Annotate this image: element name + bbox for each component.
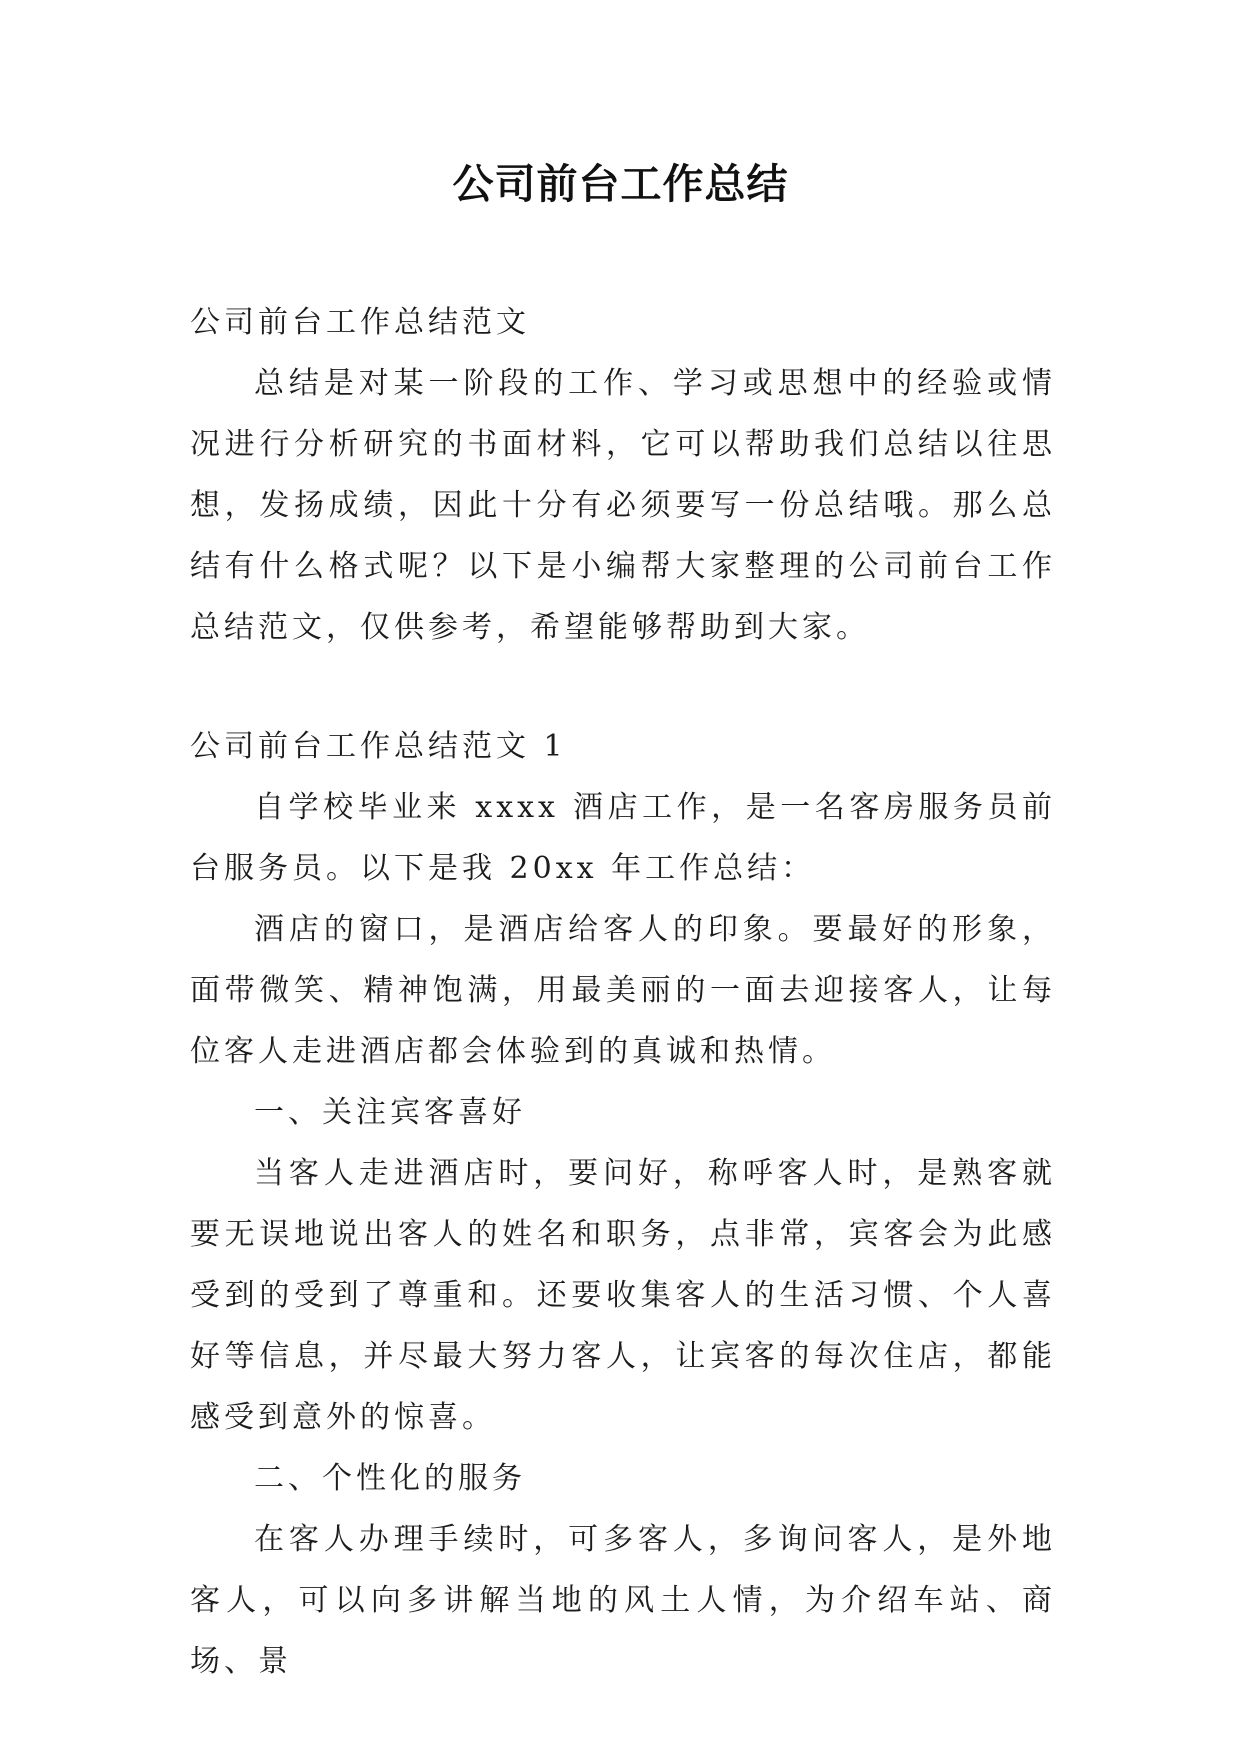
subsection-heading: 二、个性化的服务 [254,1461,526,1496]
body-paragraph: 当客人走进酒店时，要问好，称呼客人时，是熟客就要无误地说出客人的姓名和职务，点非常，宾客会为此感受到的受到了尊重和。还要收集客人的生活习惯、个人喜好等信息，并尽最大努力客人，让宾客的每次住店，都能感受到意外的惊喜。 [190,1156,1056,1435]
body-paragraph: 自学校毕业来 xxxx 酒店工作，是一名客房服务员前台服务员。以下是我 20xx 年工作总结： [190,790,1056,886]
body-paragraph: 在客人办理手续时，可多客人，多询问客人，是外地客人，可以向多讲解当地的风土人情，为介绍车站、商场、景 [190,1522,1056,1679]
intro-paragraph: 总结是对某一阶段的工作、学习或思想中的经验或情况进行分析研究的书面材料，它可以帮助我们总结以往思想，发扬成绩，因此十分有必须要写一份总结哦。那么总结有什么格式呢？以下是小编帮大家整理的公司前台工作总结范文，仅供参考，希望能够帮助到大家。 [190,366,1056,645]
body-paragraph: 酒店的窗口，是酒店给客人的印象。要最好的形象，面带微笑、精神饱满，用最美丽的一面去迎接客人，让每位客人走进酒店都会体验到的真诚和热情。 [190,912,1056,1069]
document-title: 公司前台工作总结 [452,160,789,208]
paragraph-spacer [190,658,1056,716]
section-heading: 公司前台工作总结范文 [190,305,530,340]
subsection-heading: 一、关注宾客喜好 [254,1095,526,1130]
document-body [190,292,1056,1692]
sample-heading: 公司前台工作总结范文 1 [190,729,567,764]
